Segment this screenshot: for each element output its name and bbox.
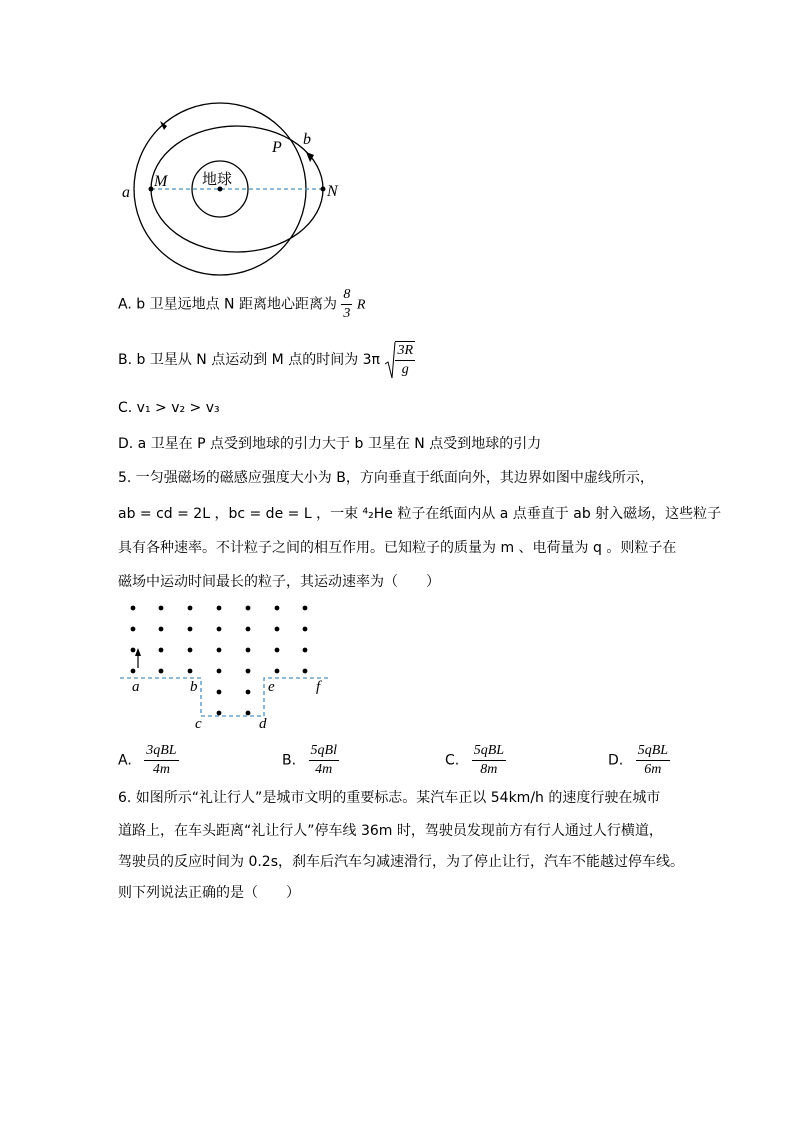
option-fraction	[309, 742, 339, 779]
frac-num: 8	[341, 286, 352, 305]
field-dot	[303, 648, 308, 653]
q4-option-b	[118, 340, 415, 380]
option-label: B.	[282, 752, 297, 769]
frac-den: 4m	[315, 762, 333, 777]
field-dot	[217, 669, 222, 674]
option-label: D.	[608, 752, 624, 769]
frac-den: 3	[343, 306, 351, 321]
point-M	[149, 187, 154, 192]
field-dot	[188, 648, 193, 653]
sqrt-den: g	[401, 362, 409, 377]
q4-option-a	[118, 286, 365, 323]
field-dots	[131, 606, 308, 716]
field-dot	[275, 627, 280, 632]
entry-arrow-icon	[135, 648, 141, 656]
option-fraction	[636, 742, 670, 779]
field-dot	[188, 606, 193, 611]
field-dot	[275, 606, 280, 611]
arrow-b-icon	[306, 152, 314, 162]
q4-option-a-text: A. b 卫星远地点 N 距离地心距离为	[118, 296, 337, 313]
label-a: a	[132, 679, 140, 695]
sqrt-expression	[384, 340, 415, 380]
field-dot	[246, 669, 251, 674]
label-e: e	[268, 679, 275, 695]
label-b: b	[303, 131, 311, 148]
field-dot	[217, 606, 222, 611]
q6-line1: 6. 如图所示“礼让行人”是城市文明的重要标志。某汽车正以 54km/h 的速度行驶在城市	[118, 790, 661, 806]
option-fraction	[144, 742, 178, 779]
q6-line4: 则下列说法正确的是（ ）	[118, 885, 300, 901]
q6-line2: 道路上，在车头距离“礼让行人”停车线 36m 时，驾驶员发现前方有行人通过人行横道，	[118, 823, 663, 839]
field-dot	[217, 627, 222, 632]
field-dot	[275, 669, 280, 674]
q5-line1: 5. 一匀强磁场的磁感应强度大小为 B，方向垂直于纸面向外，其边界如图中虚线所示，	[118, 470, 654, 486]
field-dot	[246, 648, 251, 653]
field-dot	[303, 606, 308, 611]
q5-option-a	[118, 742, 179, 779]
field-dot	[303, 627, 308, 632]
frac-den: 4m	[152, 762, 170, 777]
field-dot	[217, 711, 222, 716]
option-fraction	[472, 742, 506, 779]
option-label: C.	[445, 752, 460, 769]
q5-option-c	[445, 742, 506, 779]
q5-line3: 具有各种速率。不计粒子之间的相互作用。已知粒子的质量为 m 、电荷量为 q 。则粒子在	[118, 540, 677, 556]
label-b: b	[190, 679, 198, 695]
point-N	[321, 187, 326, 192]
q5-option-d	[608, 742, 670, 779]
field-dot	[275, 648, 280, 653]
field-dot	[246, 690, 251, 695]
label-earth: 地球	[202, 170, 233, 188]
label-f: f	[316, 679, 321, 695]
field-dot	[159, 606, 164, 611]
field-dot	[188, 627, 193, 632]
frac-num: 3qBL	[144, 742, 178, 761]
frac-num: 5qBL	[636, 742, 670, 761]
field-dot	[188, 669, 193, 674]
q4-option-b-text: B. b 卫星从 N 点运动到 M 点的时间为 3π	[118, 352, 380, 368]
field-dot	[246, 606, 251, 611]
field-dot	[217, 690, 222, 695]
q6-line3: 驾驶员的反应时间为 0.2s，刹车后汽车匀减速滑行，为了停止让行，汽车不能越过停车线。	[118, 854, 685, 870]
option-label: A.	[118, 752, 132, 769]
q4-option-c: C. v₁ > v₂ > v₃	[118, 400, 220, 416]
symbol-R: R	[356, 297, 366, 313]
field-dot	[159, 669, 164, 674]
q5-line4: 磁场中运动时间最长的粒子，其运动速率为（ ）	[118, 574, 440, 590]
orbit-figure	[110, 100, 360, 280]
field-dot	[246, 627, 251, 632]
boundary-line	[120, 678, 330, 716]
field-dot	[246, 711, 251, 716]
frac-num: 5qBl	[309, 742, 339, 761]
q4-option-d: D. a 卫星在 P 点受到地球的引力大于 b 卫星在 N 点受到地球的引力	[118, 436, 542, 452]
q5-option-b	[282, 742, 339, 779]
field-dot	[159, 648, 164, 653]
field-dot	[131, 648, 136, 653]
label-N: N	[327, 183, 338, 200]
frac-den: 6m	[644, 762, 662, 777]
label-a: a	[122, 184, 130, 201]
fraction-8-3	[341, 286, 352, 323]
sqrt-num: 3R	[395, 342, 415, 361]
q5-line2: ab = cd = 2L ，bc = de = L ，一束 ⁴₂He 粒子在纸面内从 a 点垂直于 ab 射入磁场，这些粒子	[118, 506, 722, 522]
magnetic-field-figure	[115, 598, 345, 738]
field-dot	[217, 648, 222, 653]
frac-num: 5qBL	[472, 742, 506, 761]
frac-den: 8m	[480, 762, 498, 777]
field-dot	[131, 627, 136, 632]
label-M: M	[154, 173, 168, 190]
field-dot	[303, 669, 308, 674]
label-c: c	[195, 716, 202, 732]
field-dot	[131, 669, 136, 674]
label-P: P	[272, 139, 282, 156]
label-d: d	[259, 716, 267, 732]
field-dot	[131, 606, 136, 611]
field-dot	[159, 627, 164, 632]
